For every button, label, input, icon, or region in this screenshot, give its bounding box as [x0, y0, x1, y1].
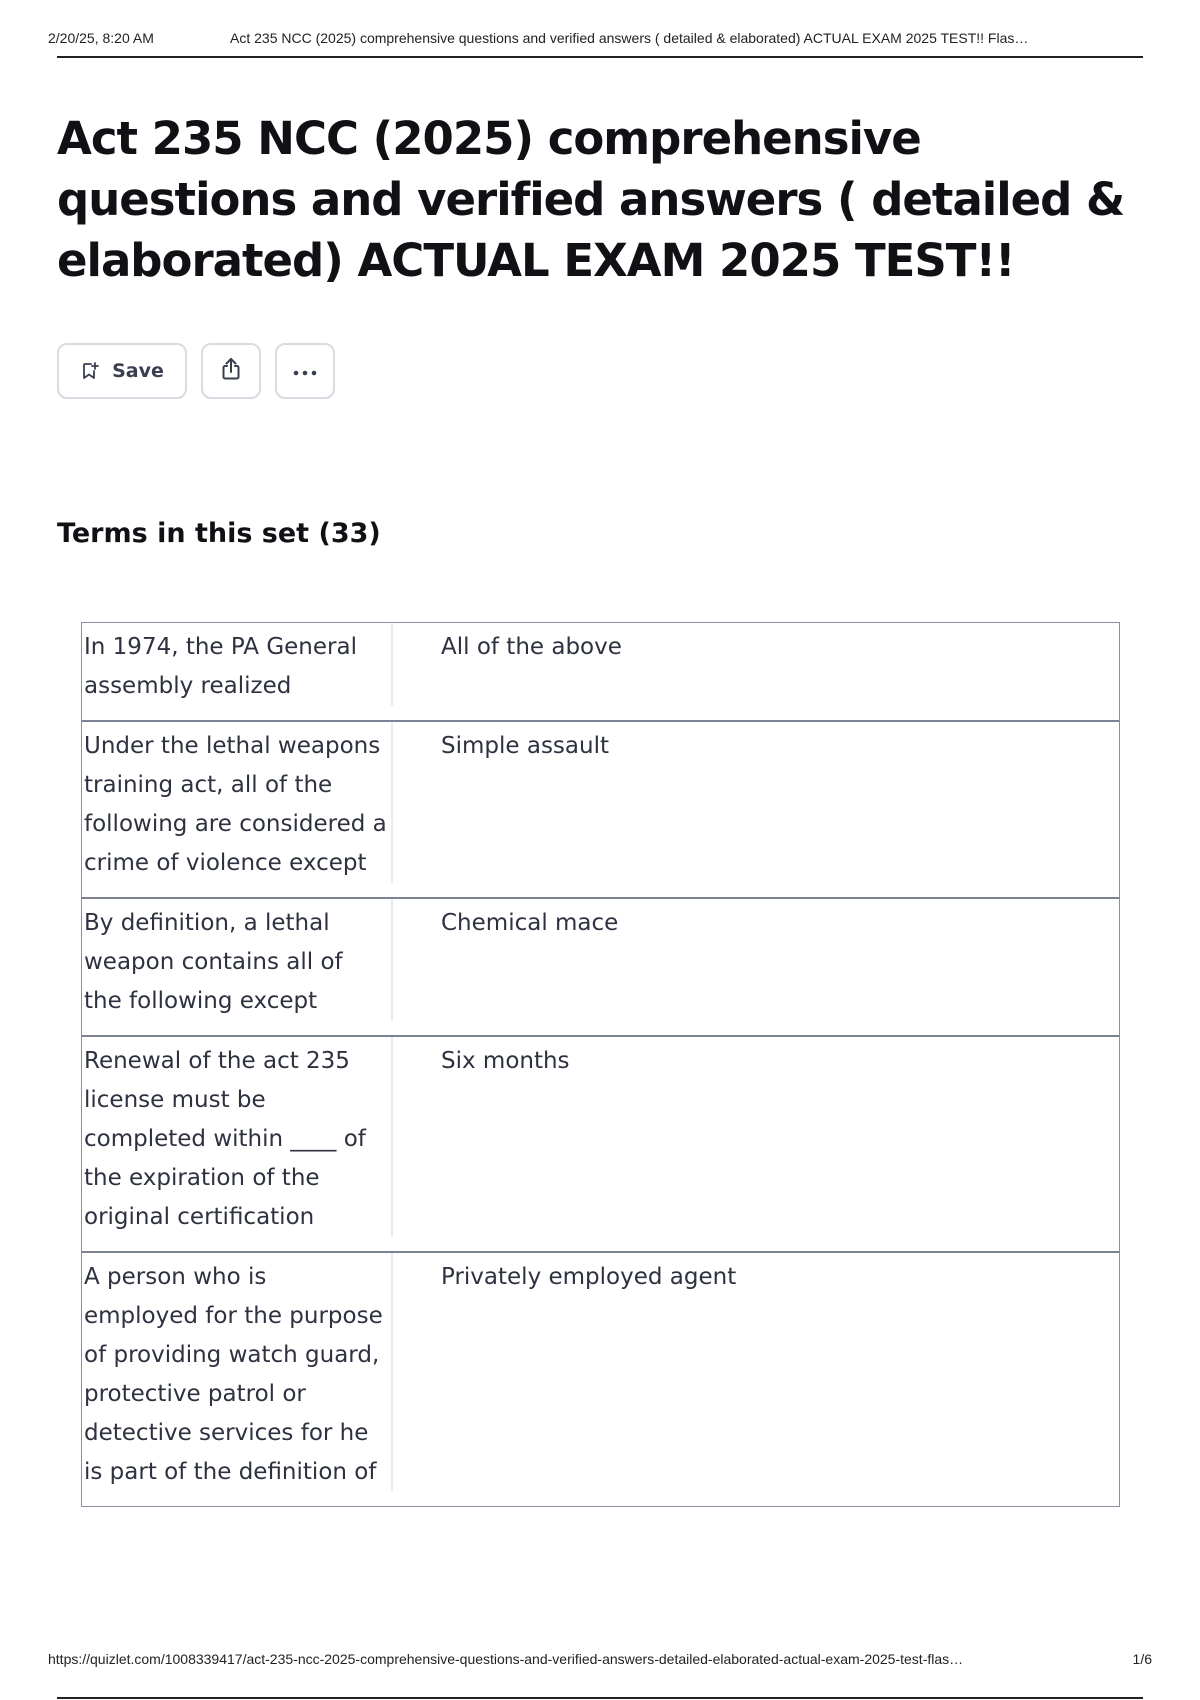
term-row — [82, 623, 1119, 720]
page-number: 1/6 — [1132, 1651, 1152, 1667]
page-title: Act 235 NCC (2025) comprehensive questions and verified answers ( detailed & elaborated) ACTUAL EXAM 2025 TEST!! — [57, 112, 1125, 287]
share-button[interactable] — [201, 343, 261, 399]
print-datetime: 2/20/25, 8:20 AM — [48, 30, 154, 46]
share-icon — [218, 356, 244, 386]
save-button[interactable] — [57, 343, 187, 399]
definition-text: Chemical mace — [441, 910, 619, 936]
definition-text: All of the above — [441, 634, 622, 660]
term-text: Under the lethal weapons training act, all of the following are considered a crime of violence except — [82, 722, 393, 883]
more-horizontal-icon — [291, 362, 319, 381]
term-text: Renewal of the act 235 license must be completed within ____ of the expiration of the original certification — [82, 1037, 393, 1237]
print-doc-title: Act 235 NCC (2025) comprehensive questions and verified answers ( detailed & elaborated) ACTUAL EXAM 2025 TEST!! Flas… — [230, 30, 1029, 46]
term-row — [82, 897, 1119, 1035]
terms-table — [81, 622, 1120, 1507]
term-text: In 1974, the PA General assembly realized — [82, 623, 393, 706]
term-row — [82, 1251, 1119, 1506]
header-divider — [57, 56, 1143, 58]
term-row — [82, 1035, 1119, 1251]
term-text: By definition, a lethal weapon contains all of the following except — [82, 899, 393, 1021]
term-row — [82, 720, 1119, 897]
term-text: A person who is employed for the purpose of providing watch guard, protective patrol or detective services for he is part of the definition of — [82, 1253, 393, 1492]
footer-divider — [57, 1697, 1143, 1699]
print-header — [48, 28, 1152, 56]
more-options-button[interactable] — [275, 343, 335, 399]
bookmark-add-icon — [80, 361, 100, 381]
print-url: https://quizlet.com/1008339417/act-235-ncc-2025-comprehensive-questions-and-verified-answers-detailed-elaborated-actual-exam-2025-test-flas… — [48, 1651, 964, 1667]
print-footer — [48, 1651, 1152, 1673]
definition-text: Privately employed agent — [441, 1264, 737, 1290]
definition-text: Six months — [441, 1048, 570, 1074]
definition-text: Simple assault — [441, 733, 609, 759]
save-button-label: Save — [112, 360, 164, 382]
terms-heading: Terms in this set (33) — [57, 518, 381, 549]
